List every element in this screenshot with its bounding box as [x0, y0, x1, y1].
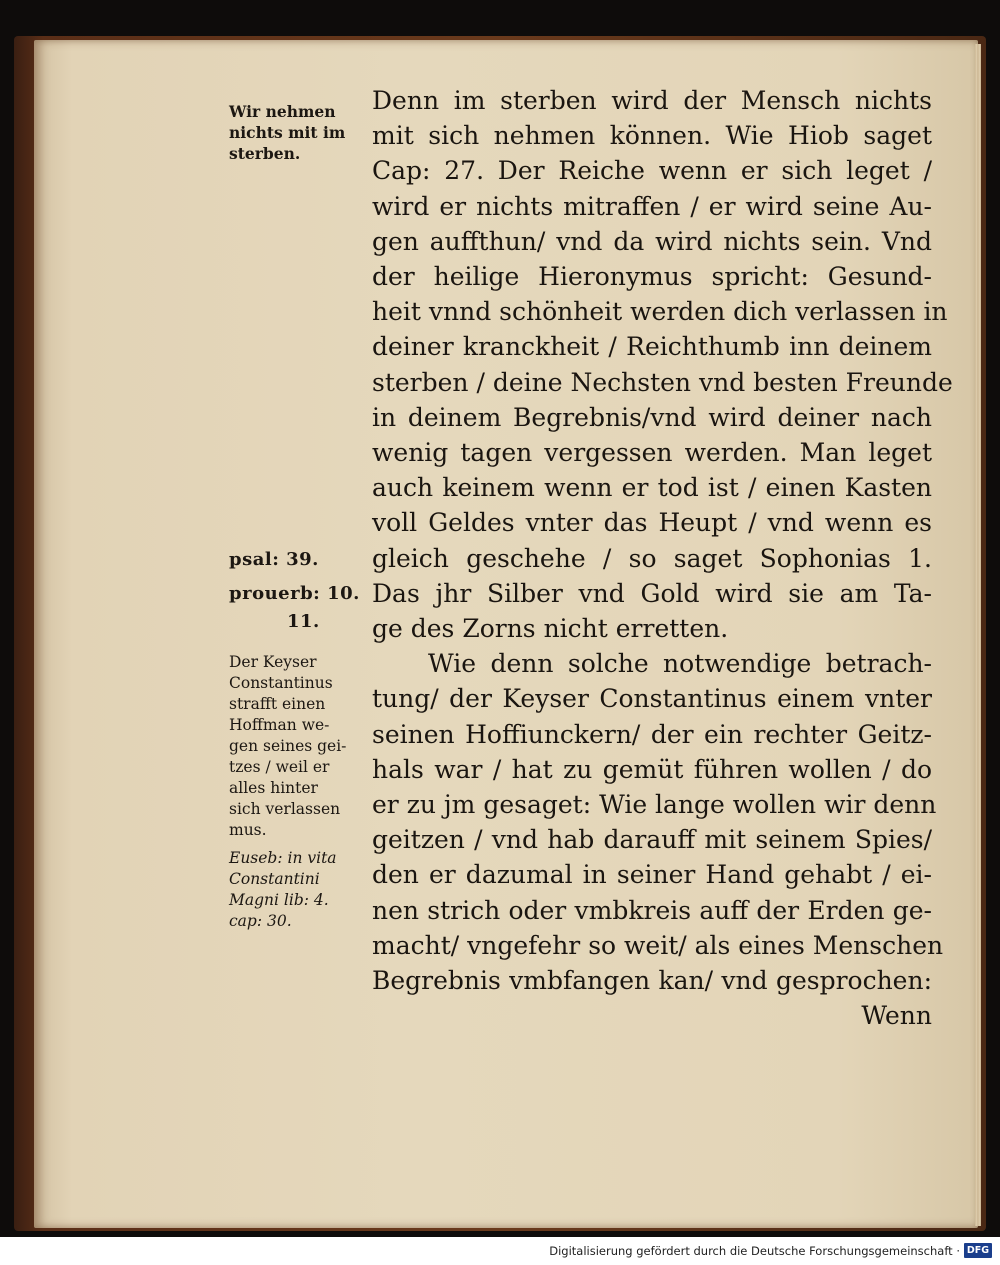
text-line: gleich geschehe / so saget Sophonias 1. — [372, 543, 932, 573]
text-line: heit vnnd schönheit werden dich verlassen in — [372, 297, 948, 327]
margin-note-line: 11. — [287, 611, 320, 632]
margin-note-2 — [229, 543, 369, 633]
margin-note-line: sich verlassen — [229, 800, 341, 818]
text-line: geitzen / vnd hab darauff mit seinem Spies/ — [372, 825, 932, 855]
margin-note-line: strafft einen — [229, 695, 326, 713]
margin-note-line: mus. — [229, 821, 267, 839]
margin-note-line: tzes / weil er — [229, 758, 330, 776]
margin-note-line: psal: 39. — [229, 549, 319, 570]
text-line: nen strich oder vmbkreis auff der Erden ge- — [372, 895, 932, 925]
margin-note-3 — [229, 652, 369, 841]
margin-note-line: Euseb: in vita — [229, 849, 337, 867]
text-line: wird er nichts mitraffen / er wird seine Au- — [372, 191, 932, 221]
funding-credit: Digitalisierung gefördert durch die Deutsche Forschungsgemeinschaft · — [549, 1244, 960, 1258]
text-line: Begrebnis vmbfangen kan/ vnd gesprochen: — [372, 966, 932, 996]
margin-note-line: alles hinter — [229, 779, 318, 797]
footer-bar — [0, 1237, 1000, 1265]
text-line: Cap: 27. Der Reiche wenn er sich leget / — [372, 156, 932, 186]
text-line: Wie denn solche notwendige betrach- — [428, 649, 932, 679]
margin-note-line: gen seines gei- — [229, 737, 347, 755]
margin-note-line: sterben. — [229, 144, 301, 163]
margin-note-line: cap: 30. — [229, 912, 292, 930]
margin-note-line: Constantinus — [229, 674, 333, 692]
margin-note-line: prouerb: 10. — [229, 583, 360, 604]
margin-note-line: nichts mit im — [229, 123, 346, 142]
text-line: hals war / hat zu gemüt führen wollen / do — [372, 754, 932, 784]
margin-note-line: Constantini — [229, 870, 320, 888]
text-line: sterben / deine Nechsten vnd besten Freunde — [372, 367, 953, 397]
text-line: mit sich nehmen können. Wie Hiob saget — [372, 121, 932, 151]
text-line: tung/ der Keyser Constantinus einem vnter — [372, 684, 932, 714]
text-line: seinen Hoffiunckern/ der ein rechter Geitz- — [372, 719, 932, 749]
text-line: macht/ vngefehr so weit/ als eines Menschen — [372, 930, 944, 960]
text-line: deiner kranckheit / Reichthumb inn deinem — [372, 332, 932, 362]
margin-note-line: Magni lib: 4. — [229, 891, 329, 909]
margin-note-line: Hoffman we- — [229, 716, 330, 734]
margin-note-1 — [229, 101, 369, 164]
text-line: gen auffthun/ vnd da wird nichts sein. Vnd — [372, 226, 932, 256]
text-line: voll Geldes vnter das Heupt / vnd wenn es — [372, 508, 932, 538]
text-line: auch keinem wenn er tod ist / einen Kasten — [372, 473, 932, 503]
text-line: Denn im sterben wird der Mensch nichts — [372, 86, 932, 115]
margin-note-4 — [229, 848, 369, 932]
margin-note-line: Wir nehmen — [229, 102, 336, 121]
dfg-logo-icon: DFG — [964, 1243, 992, 1258]
text-line: wenig tagen vergessen werden. Man leget — [372, 438, 932, 468]
page-edge — [975, 44, 981, 1226]
text-line: Das jhr Silber vnd Gold wird sie am Ta- — [372, 578, 932, 608]
main-text-block — [372, 83, 953, 1033]
text-line: er zu jm gesaget: Wie lange wollen wir denn — [372, 790, 937, 820]
text-line: ge des Zorns nicht erretten. — [372, 614, 729, 644]
text-line: der heilige Hieronymus spricht: Gesund- — [372, 262, 932, 292]
text-line: den er dazumal in seiner Hand gehabt / ei- — [372, 860, 932, 890]
margin-note-line: Der Keyser — [229, 653, 317, 671]
text-line: in deinem Begrebnis/vnd wird deiner nach — [372, 402, 932, 432]
catchword: Wenn — [861, 1001, 932, 1031]
